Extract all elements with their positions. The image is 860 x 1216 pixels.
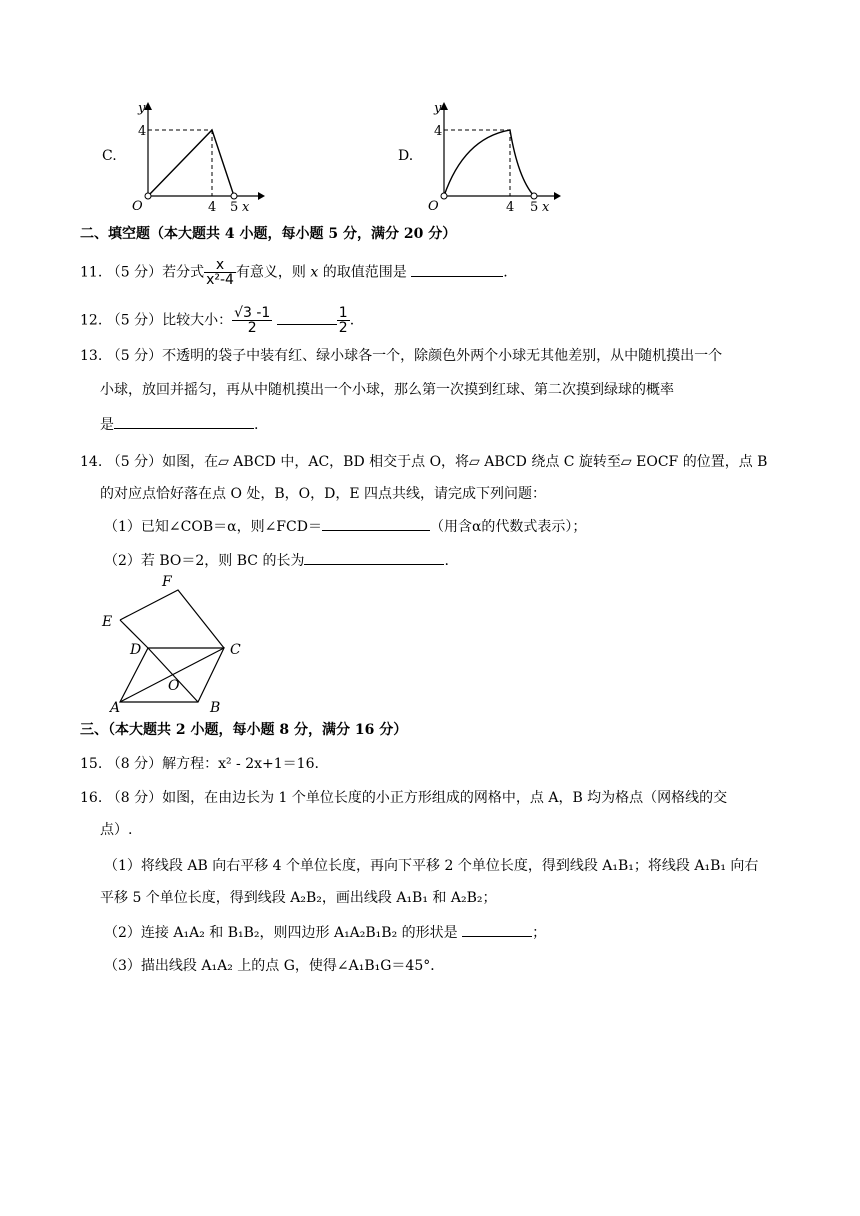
origin-label: O [428,199,439,214]
q13-line2: 小球，放回并摇匀，再从中随机摸出一个小球，那么第一次摸到红球、第二次摸到绿球的概率 [100,382,674,398]
tick-x-4: 4 [208,200,217,215]
q12-score: （5 分） [106,312,163,329]
y-label: y [434,101,442,116]
option-c-label[interactable]: C. [102,148,117,164]
graph-line [148,130,234,196]
q12-frac1-num: √3 -1 [234,305,271,321]
q13-line3: 是 [100,417,114,433]
q12-frac2-num: 1 [338,305,348,321]
q14-sub2-prefix: （2）若 BO＝2，则 BC 的长为 [104,553,305,569]
option-c-graph [118,98,268,216]
q12-frac1-den: 2 [247,320,257,336]
tick-x-5: 5 [530,200,539,215]
q11-number: 11. [80,264,103,281]
q16-line2: 点）. [100,822,133,838]
question-14-line1 [80,452,767,472]
label-b: B [210,700,221,714]
q14-figure [98,572,248,714]
q12-text: 比较大小： [162,312,233,329]
origin-label: O [132,199,143,214]
x-label: x [242,200,250,215]
q16-sub2-blank[interactable] [462,922,532,937]
q12-period: . [349,312,355,329]
q14-line1: 如图，在▱ ABCD 中，AC，BD 相交于点 O，将▱ ABCD 绕点 C 旋转至▱ EOCF 的位置，点 B [162,454,768,470]
section2-title: 二、填空题（本大题共 4 小题，每小题 5 分，满分 20 分） [80,226,457,242]
question-11 [80,258,508,287]
label-o: O [168,678,180,694]
q14-score: （5 分） [106,454,163,470]
q14-number: 14. [80,454,103,470]
q11-text-before: 若分式 [162,264,205,281]
q12-number: 12. [80,312,103,329]
q13-answer-blank[interactable] [114,414,254,429]
y-label: y [138,101,146,116]
q16-sub1-line1: （1）将线段 AB 向右平移 4 个单位长度，再向下平移 2 个单位长度，得到线段 A₁B₁；将线段 A₁B₁ 向右 [104,858,759,874]
label-d: D [130,642,142,658]
x-axis-arrow [554,192,561,200]
q14-sub1-blank[interactable] [322,516,430,531]
q16-number: 16. [80,790,103,806]
q13-number: 13. [80,348,103,364]
q14-sub2-blank[interactable] [304,550,444,565]
label-a: A [110,700,121,714]
question-15 [80,754,319,774]
open-dot-5 [231,193,237,199]
label-f: F [162,574,172,590]
q12-frac2-den: 2 [338,320,348,336]
tick-x-5: 5 [230,200,239,215]
q14-sub1 [104,516,586,537]
q11-frac-num: x [204,258,236,273]
section3-title: 三、（本大题共 2 小题，每小题 8 分，满分 16 分） [80,722,408,738]
q16-sub2 [104,922,546,943]
option-d-graph [414,98,564,216]
question-16-line1 [80,788,727,808]
q16-sub1-line2: 平移 5 个单位长度，得到线段 A₂B₂，画出线段 A₁B₁ 和 A₂B₂； [100,890,497,906]
q14-line2: 的对应点恰好落在点 O 处，B，O，D，E 四点共线，请完成下列问题： [100,486,547,502]
q12-fraction-2 [337,306,350,335]
tick-y-4: 4 [138,124,147,139]
q15-text: 解方程：x² - 2x+1＝16. [162,756,319,772]
tick-x-4: 4 [506,200,515,215]
label-e: E [102,614,113,630]
q11-frac-den: x²-4 [206,272,234,288]
option-d-label[interactable]: D. [398,148,414,164]
q16-sub3: （3）描出线段 A₁A₂ 上的点 G，使得∠A₁B₁G＝45°． [104,958,445,974]
q14-sub2 [104,550,449,571]
q11-period: . [503,264,508,281]
q11-var: x [310,264,319,281]
q11-answer-blank[interactable] [411,262,503,277]
label-c: C [230,642,241,658]
q16-line1: 如图，在由边长为 1 个单位长度的小正方形组成的网格中，点 A，B 均为格点（网格线的交 [162,790,728,806]
q16-sub2-prefix: （2）连接 A₁A₂ 和 B₁B₂，则四边形 A₁A₂B₁B₂ 的形状是 [104,925,458,941]
q12-fraction-1 [232,306,272,335]
q13-period: . [254,417,259,433]
open-dot-5 [531,193,537,199]
q11-fraction [204,258,236,287]
question-13-line1 [80,346,722,366]
q14-sub1-suffix: （用含α的代数式表示）； [429,519,587,535]
q14-sub1-prefix: （1）已知∠COB＝α，则∠FCD＝ [104,519,322,535]
q11-text-after: 有意义，则 [235,264,306,281]
open-dot-origin [145,193,151,199]
segments-efc [120,590,224,648]
q13-score: （5 分） [106,348,163,364]
q15-score: （8 分） [106,756,163,772]
question-12 [80,306,354,335]
x-label: x [542,200,550,215]
graph-curve [444,130,534,196]
q11-score: （5 分） [106,264,163,281]
q16-sub2-suffix: ； [532,925,547,941]
x-axis-arrow [258,192,265,200]
q12-answer-blank[interactable] [277,310,337,325]
question-13-line3 [100,414,258,435]
tick-y-4: 4 [434,124,443,139]
q13-line1: 不透明的袋子中装有红、绿小球各一个，除颜色外两个小球无其他差别，从中随机摸出一个 [162,348,723,364]
q11-text-end: 的取值范围是 [322,264,407,281]
q16-score: （8 分） [106,790,163,806]
open-dot-origin [441,193,447,199]
q14-sub2-suffix: . [444,553,449,569]
q15-number: 15. [80,756,103,772]
